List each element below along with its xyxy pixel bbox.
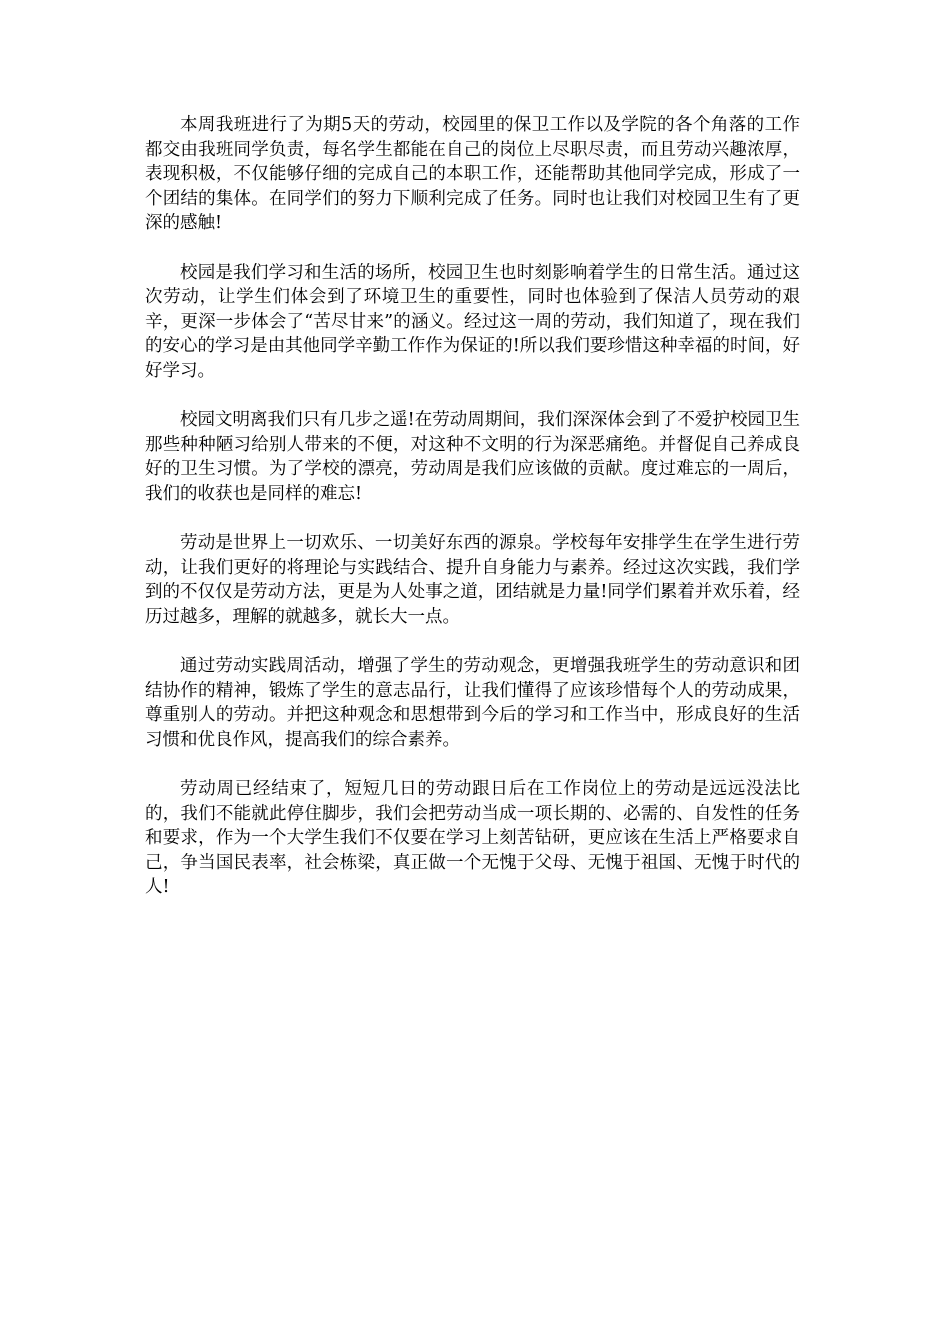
paragraph-6: 劳动周已经结束了，短短几日的劳动跟日后在工作岗位上的劳动是远远没法比的，我们不能就此停住脚步，我们会把劳动当成一项长期的、必需的、自发性的任务和要求，作为一个大学生我们不仅要在学习上刻苦钻研，更应该在生活上严格要求自己，争当国民表率，社会栋梁，真正做一个无愧于父母、无愧于祖国、无愧于时代的人! <box>145 779 800 898</box>
paragraph-1: 本周我班进行了为期5天的劳动，校园里的保卫工作以及学院的各个角落的工作都交由我班同学负责，每名学生都能在自己的岗位上尽职尽责，而且劳动兴趣浓厚，表现积极，不仅能够仔细的完成自己的本职工作，还能帮助其他同学完成，形成了一个团结的集体。在同学们的努力下顺利完成了任务。同时也让我们对校园卫生有了更深的感触! <box>145 115 800 234</box>
paragraph-2: 校园是我们学习和生活的场所，校园卫生也时刻影响着学生的日常生活。通过这次劳动，让学生们体会到了环境卫生的重要性，同时也体验到了保洁人员劳动的艰辛，更深一步体会了“苦尽甘来”的涵义。经过这一周的劳动，我们知道了，现在我们的安心的学习是由其他同学辛勤工作作为保证的!所以我们要珍惜这种幸福的时间，好好学习。 <box>145 262 800 381</box>
paragraph-4: 劳动是世界上一切欢乐、一切美好东西的源泉。学校每年安排学生在学生进行劳动，让我们更好的将理论与实践结合、提升自身能力与素养。经过这次实践，我们学到的不仅仅是劳动方法，更是为人处事之道，团结就是力量!同学们累着并欢乐着，经历过越多，理解的就越多，就长大一点。 <box>145 533 800 627</box>
paragraph-5: 通过劳动实践周活动，增强了学生的劳动观念，更增强我班学生的劳动意识和团结协作的精神，锻炼了学生的意志品行，让我们懂得了应该珍惜每个人的劳动成果，尊重别人的劳动。并把这种观念和思想带到今后的学习和工作当中，形成良好的生活习惯和优良作风，提高我们的综合素养。 <box>145 656 800 750</box>
document-body <box>145 113 800 925</box>
paragraph-3: 校园文明离我们只有几步之遥!在劳动周期间，我们深深体会到了不爱护校园卫生那些种种陋习给别人带来的不便，对这种不文明的行为深恶痛绝。并督促自己养成良好的卫生习惯。为了学校的漂亮，劳动周是我们应该做的贡献。度过难忘的一周后，我们的收获也是同样的难忘! <box>145 410 800 504</box>
